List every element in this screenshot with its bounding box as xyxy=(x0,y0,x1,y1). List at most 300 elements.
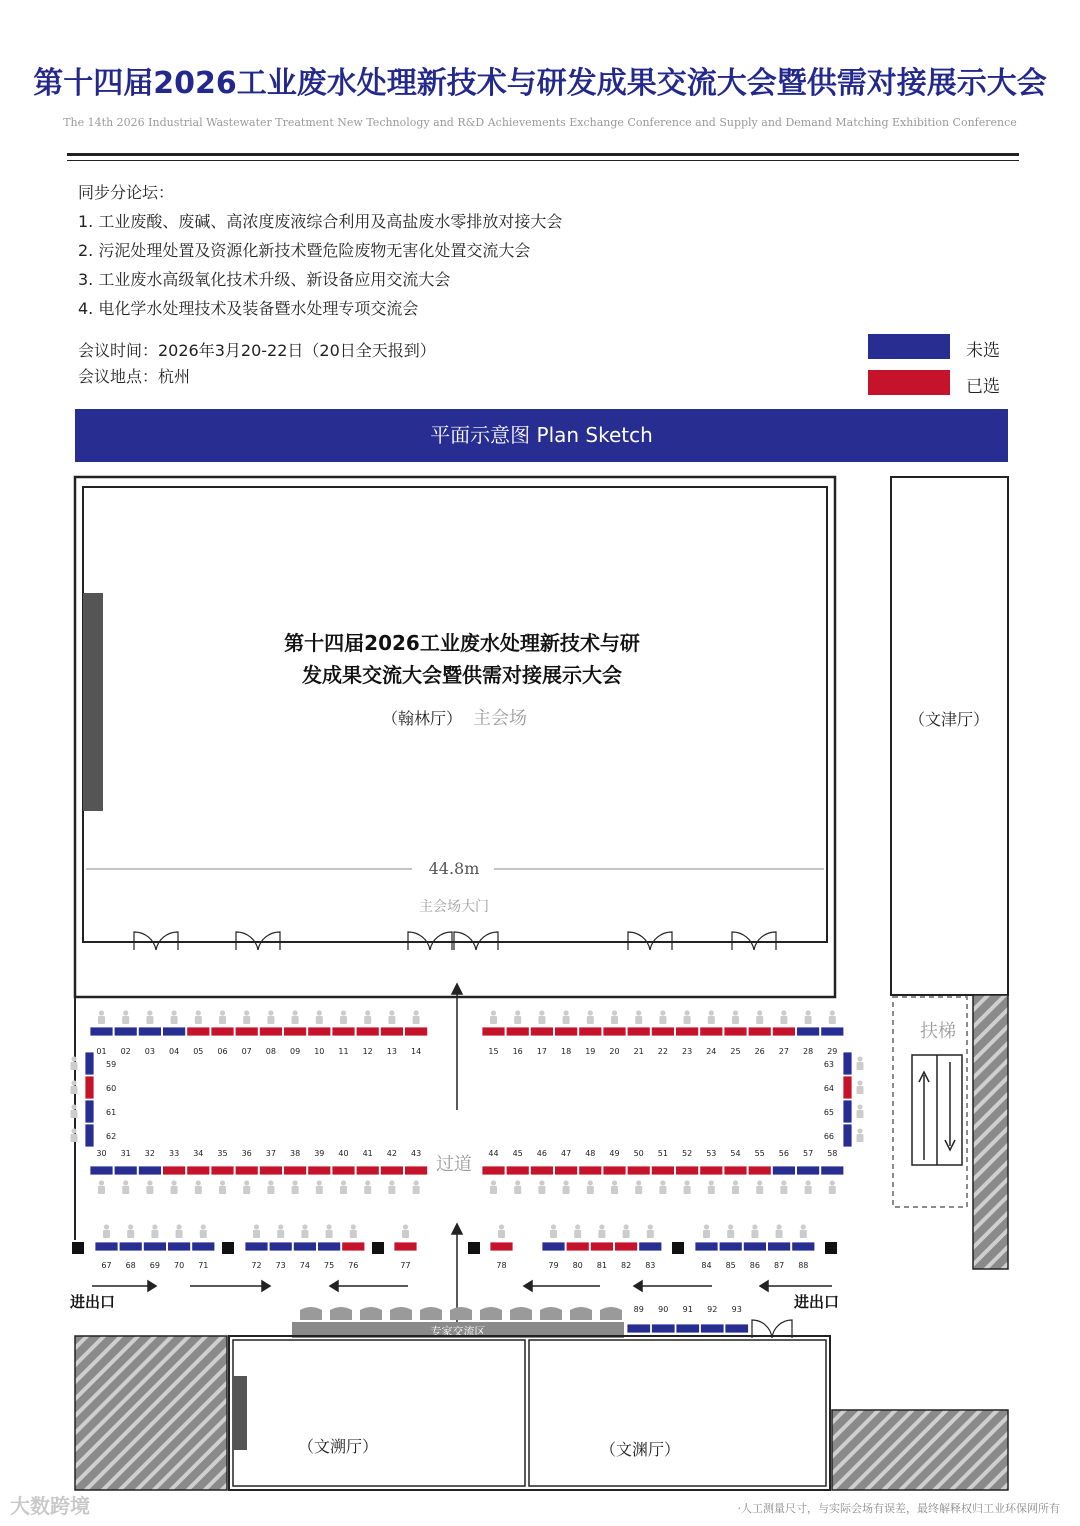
booth-08-number: 08 xyxy=(265,1047,276,1056)
booth-88-block xyxy=(792,1242,815,1251)
booth-65-number: 65 xyxy=(823,1108,834,1117)
booth-89 xyxy=(627,1305,651,1333)
booth-69 xyxy=(143,1224,166,1270)
booth-41 xyxy=(356,1149,379,1194)
expert-chair-10 xyxy=(570,1307,592,1320)
booth-84-block xyxy=(695,1242,718,1251)
booth-33 xyxy=(163,1149,186,1194)
booth-34-block xyxy=(187,1166,210,1175)
main-gate-label: 主会场大门 xyxy=(419,899,489,915)
booth-35-chairs xyxy=(219,1180,226,1194)
booth-49 xyxy=(603,1149,626,1194)
booth-83-chairs xyxy=(647,1224,654,1238)
booth-12-chairs xyxy=(364,1010,371,1024)
booth-18-number: 18 xyxy=(561,1047,572,1056)
booth-64-number: 64 xyxy=(823,1084,834,1093)
booth-62-number: 62 xyxy=(106,1132,117,1141)
booth-31-chairs xyxy=(122,1180,129,1194)
booth-38 xyxy=(284,1149,307,1194)
booth-49-number: 49 xyxy=(609,1149,620,1158)
booth-51-chairs xyxy=(659,1180,666,1194)
expert-zone-label: 专家交流区 xyxy=(430,1325,486,1338)
booth-23-block xyxy=(676,1027,699,1036)
booth-13-chairs xyxy=(388,1010,395,1024)
booth-04-block xyxy=(163,1027,186,1036)
main-hall-title-line2: 发成果交流大会暨供需对接展示大会 xyxy=(302,663,622,687)
booth-36-block xyxy=(235,1166,258,1175)
booth-40-block xyxy=(332,1166,355,1175)
meeting-time: 会议时间：2026年3月20-22日（20日全天报到） xyxy=(78,341,436,360)
booth-44 xyxy=(482,1149,505,1194)
booth-81-chairs xyxy=(598,1224,605,1238)
booth-36 xyxy=(235,1149,258,1194)
side-hall-wenjin xyxy=(891,477,1008,995)
booth-18-block xyxy=(555,1027,578,1036)
main-hall-tag: 主会场 xyxy=(473,708,527,729)
booth-62-chairs xyxy=(71,1128,78,1142)
booth-82-block xyxy=(615,1242,638,1251)
booth-03-number: 03 xyxy=(144,1047,155,1056)
booth-78-number: 78 xyxy=(496,1261,507,1270)
booth-65-chairs xyxy=(857,1104,864,1118)
booth-55 xyxy=(748,1149,771,1194)
booth-82-chairs xyxy=(623,1224,630,1238)
booth-79-chairs xyxy=(550,1224,557,1238)
booth-69-block xyxy=(143,1242,166,1251)
booth-10 xyxy=(308,1010,331,1056)
booth-44-number: 44 xyxy=(488,1149,499,1158)
aisle-label: 过道 xyxy=(436,1154,472,1175)
booth-31-block xyxy=(114,1166,137,1175)
booth-21 xyxy=(627,1010,650,1056)
booth-81 xyxy=(590,1224,613,1270)
booth-58 xyxy=(821,1149,844,1194)
booth-05-number: 05 xyxy=(193,1047,204,1056)
column-marker-6 xyxy=(825,1242,837,1254)
booth-60-number: 60 xyxy=(106,1084,117,1093)
main-hall-name: （翰林厅） xyxy=(381,709,463,728)
booth-77-block xyxy=(394,1242,417,1251)
booth-65-block xyxy=(843,1100,852,1123)
expert-chair-8 xyxy=(510,1307,532,1320)
booth-46-block xyxy=(530,1166,553,1175)
booth-61-chairs xyxy=(71,1104,78,1118)
booth-22-chairs xyxy=(659,1010,666,1024)
booth-23-chairs xyxy=(684,1010,691,1024)
booth-01-chairs xyxy=(98,1010,105,1024)
booth-41-block xyxy=(356,1166,379,1175)
escalator-icon xyxy=(912,1055,962,1165)
booth-70-chairs xyxy=(176,1224,183,1238)
booth-46 xyxy=(530,1149,553,1194)
expert-chair-5 xyxy=(420,1307,442,1320)
expert-chair-3 xyxy=(360,1307,382,1320)
booth-92-number: 92 xyxy=(707,1305,718,1314)
booth-83-block xyxy=(639,1242,662,1251)
booth-09-block xyxy=(284,1027,307,1036)
booth-27-number: 27 xyxy=(778,1047,789,1056)
booth-08-block xyxy=(259,1027,282,1036)
booth-46-number: 46 xyxy=(536,1149,547,1158)
booth-30-number: 30 xyxy=(96,1149,107,1158)
booth-53-block xyxy=(700,1166,723,1175)
booth-56-number: 56 xyxy=(778,1149,789,1158)
booth-56 xyxy=(772,1149,795,1194)
booth-28-number: 28 xyxy=(803,1047,814,1056)
booth-48-block xyxy=(579,1166,602,1175)
expert-chair-6 xyxy=(450,1307,472,1320)
booth-09-chairs xyxy=(292,1010,299,1024)
booth-06-number: 06 xyxy=(217,1047,228,1056)
booth-91 xyxy=(676,1305,700,1333)
legend-unselected-swatch xyxy=(868,334,950,359)
column-marker-1 xyxy=(72,1242,84,1254)
booth-55-number: 55 xyxy=(754,1149,765,1158)
booth-84 xyxy=(695,1224,718,1270)
booth-85-chairs xyxy=(727,1224,734,1238)
booth-48-number: 48 xyxy=(585,1149,596,1158)
booth-89-block xyxy=(627,1324,651,1333)
booth-26-chairs xyxy=(756,1010,763,1024)
booth-17-number: 17 xyxy=(536,1047,547,1056)
booth-09-number: 09 xyxy=(290,1047,301,1056)
expert-chair-1 xyxy=(300,1307,322,1320)
booth-21-block xyxy=(627,1027,650,1036)
booth-86-number: 86 xyxy=(749,1261,760,1270)
booth-54-block xyxy=(724,1166,747,1175)
booth-38-chairs xyxy=(292,1180,299,1194)
booth-59-block xyxy=(85,1052,94,1075)
booth-24-block xyxy=(700,1027,723,1036)
entrance-left-label: 进出口 xyxy=(70,1293,116,1311)
booth-67 xyxy=(95,1224,118,1270)
booth-22 xyxy=(651,1010,674,1056)
booth-89-number: 89 xyxy=(633,1305,644,1314)
booth-16-chairs xyxy=(514,1010,521,1024)
booth-43-block xyxy=(405,1166,428,1175)
wall-block-bottom-left xyxy=(75,1336,227,1490)
booth-49-chairs xyxy=(611,1180,618,1194)
booth-87 xyxy=(768,1224,791,1270)
booth-04 xyxy=(163,1010,186,1056)
booth-84-number: 84 xyxy=(701,1261,712,1270)
expert-chairs xyxy=(300,1307,622,1320)
booth-63-block xyxy=(843,1052,852,1075)
booth-57-number: 57 xyxy=(803,1149,814,1158)
booth-83-number: 83 xyxy=(645,1261,656,1270)
booth-60 xyxy=(71,1076,117,1099)
booth-59 xyxy=(71,1052,117,1075)
booth-79 xyxy=(542,1224,565,1270)
booth-40-chairs xyxy=(340,1180,347,1194)
booth-45 xyxy=(506,1149,529,1194)
booth-34 xyxy=(187,1149,210,1194)
booth-66-number: 66 xyxy=(823,1132,834,1141)
booth-91-number: 91 xyxy=(682,1305,693,1314)
booth-44-block xyxy=(482,1166,505,1175)
booth-57 xyxy=(797,1149,820,1194)
booth-47-chairs xyxy=(563,1180,570,1194)
booth-63-number: 63 xyxy=(823,1060,834,1069)
booth-10-chairs xyxy=(316,1010,323,1024)
booth-07-number: 07 xyxy=(241,1047,252,1056)
booth-68-chairs xyxy=(127,1224,134,1238)
booth-09 xyxy=(284,1010,307,1056)
booth-46-chairs xyxy=(538,1180,545,1194)
booth-06-block xyxy=(211,1027,234,1036)
booth-58-number: 58 xyxy=(827,1149,838,1158)
expert-chair-11 xyxy=(600,1307,622,1320)
booth-57-chairs xyxy=(805,1180,812,1194)
booth-34-chairs xyxy=(195,1180,202,1194)
booth-33-number: 33 xyxy=(169,1149,180,1158)
booth-62 xyxy=(71,1124,117,1147)
booth-43-number: 43 xyxy=(411,1149,422,1158)
booth-35-number: 35 xyxy=(217,1149,228,1158)
booth-53 xyxy=(700,1149,723,1194)
booth-23 xyxy=(676,1010,699,1056)
booth-41-number: 41 xyxy=(362,1149,373,1158)
booth-61-number: 61 xyxy=(106,1108,117,1117)
booth-20-number: 20 xyxy=(609,1047,620,1056)
booth-69-number: 69 xyxy=(149,1261,160,1270)
booth-54-number: 54 xyxy=(730,1149,741,1158)
booth-67-number: 67 xyxy=(101,1261,112,1270)
booth-73 xyxy=(269,1224,292,1270)
booth-82-number: 82 xyxy=(621,1261,632,1270)
booth-11-block xyxy=(332,1027,355,1036)
booth-76-block xyxy=(342,1242,365,1251)
stage-screen xyxy=(83,593,103,811)
booth-85 xyxy=(719,1224,742,1270)
booth-78-block xyxy=(490,1242,513,1251)
hall-wenyuan xyxy=(529,1340,826,1486)
booth-78 xyxy=(490,1224,513,1270)
forum-item-4: 4. 电化学水处理技术及装备暨水处理专项交流会 xyxy=(78,299,419,318)
booth-68-number: 68 xyxy=(125,1261,136,1270)
booth-18 xyxy=(555,1010,578,1056)
booth-04-number: 04 xyxy=(169,1047,180,1056)
booth-60-block xyxy=(85,1076,94,1099)
booth-72-chairs xyxy=(253,1224,260,1238)
booth-37-chairs xyxy=(267,1180,274,1194)
booth-32 xyxy=(138,1149,161,1194)
booth-92-block xyxy=(701,1324,725,1333)
booth-76-chairs xyxy=(350,1224,357,1238)
booth-42-chairs xyxy=(388,1180,395,1194)
booth-28-block xyxy=(797,1027,820,1036)
booth-25 xyxy=(724,1010,747,1056)
booth-37-number: 37 xyxy=(265,1149,276,1158)
booth-56-chairs xyxy=(780,1180,787,1194)
booth-17-chairs xyxy=(538,1010,545,1024)
booth-28 xyxy=(797,1010,820,1056)
booth-02-number: 02 xyxy=(120,1047,131,1056)
booth-14-block xyxy=(405,1027,428,1036)
booth-07-chairs xyxy=(243,1010,250,1024)
booth-30-chairs xyxy=(98,1180,105,1194)
booth-31 xyxy=(114,1149,137,1194)
meeting-place: 会议地点：杭州 xyxy=(78,367,191,386)
booth-74 xyxy=(293,1224,316,1270)
booth-25-chairs xyxy=(732,1010,739,1024)
booth-36-chairs xyxy=(243,1180,250,1194)
entrance-right-label: 进出口 xyxy=(794,1293,840,1311)
booth-78-chairs xyxy=(498,1224,505,1238)
booth-92 xyxy=(701,1305,725,1333)
booth-22-number: 22 xyxy=(657,1047,668,1056)
booth-25-number: 25 xyxy=(730,1047,741,1056)
booth-26 xyxy=(748,1010,771,1056)
booth-93-block xyxy=(725,1324,749,1333)
booth-35-block xyxy=(211,1166,234,1175)
side-hall-wenjin-label: （文津厅） xyxy=(908,710,990,729)
expert-chair-7 xyxy=(480,1307,502,1320)
booth-45-block xyxy=(506,1166,529,1175)
booth-38-block xyxy=(284,1166,307,1175)
booth-05-block xyxy=(187,1027,210,1036)
booth-15 xyxy=(482,1010,505,1056)
booth-71 xyxy=(192,1224,215,1270)
booth-15-block xyxy=(482,1027,505,1036)
booth-80-number: 80 xyxy=(572,1261,583,1270)
booth-42 xyxy=(380,1149,403,1194)
booth-61 xyxy=(71,1100,117,1123)
booth-86-block xyxy=(743,1242,766,1251)
booth-87-number: 87 xyxy=(774,1261,785,1270)
booth-51 xyxy=(651,1149,674,1194)
booth-58-block xyxy=(821,1166,844,1175)
forum-item-2: 2. 污泥处理处置及资源化新技术暨危险废物无害化处置交流大会 xyxy=(78,241,531,260)
booth-33-chairs xyxy=(171,1180,178,1194)
booth-27-block xyxy=(772,1027,795,1036)
booth-48-chairs xyxy=(587,1180,594,1194)
booth-52-number: 52 xyxy=(682,1149,693,1158)
booth-47 xyxy=(555,1149,578,1194)
booth-91-block xyxy=(676,1324,700,1333)
header-divider-thin xyxy=(67,160,1019,161)
booth-06 xyxy=(211,1010,234,1056)
booth-30-block xyxy=(90,1166,113,1175)
booth-63-chairs xyxy=(857,1056,864,1070)
booth-02-block xyxy=(114,1027,137,1036)
booth-81-number: 81 xyxy=(596,1261,607,1270)
booth-76-number: 76 xyxy=(348,1261,359,1270)
booth-86 xyxy=(743,1224,766,1270)
booth-43 xyxy=(405,1149,428,1194)
booth-25-block xyxy=(724,1027,747,1036)
booth-66 xyxy=(824,1124,864,1147)
booth-06-chairs xyxy=(219,1010,226,1024)
main-hall-title-line1: 第十四届2026工业废水处理新技术与研 xyxy=(284,631,640,655)
booth-71-number: 71 xyxy=(198,1261,209,1270)
booth-37-block xyxy=(259,1166,282,1175)
expert-chair-2 xyxy=(330,1307,352,1320)
plan-banner: 平面示意图 Plan Sketch xyxy=(75,409,1008,462)
expert-chair-9 xyxy=(540,1307,562,1320)
booth-93 xyxy=(725,1305,749,1333)
forum-item-1: 1. 工业废酸、废碱、高浓度废液综合利用及高盐废水零排放对接大会 xyxy=(78,212,563,231)
booth-24-number: 24 xyxy=(706,1047,717,1056)
booth-81-block xyxy=(590,1242,613,1251)
booth-75 xyxy=(318,1224,341,1270)
booth-80 xyxy=(566,1224,589,1270)
booth-51-block xyxy=(651,1166,674,1175)
forums-heading: 同步分论坛： xyxy=(78,183,175,202)
booth-79-number: 79 xyxy=(548,1261,559,1270)
column-marker-4 xyxy=(468,1242,480,1254)
booth-85-number: 85 xyxy=(725,1261,736,1270)
booth-74-chairs xyxy=(301,1224,308,1238)
booth-40-number: 40 xyxy=(338,1149,349,1158)
booth-13-number: 13 xyxy=(386,1047,397,1056)
booth-55-chairs xyxy=(756,1180,763,1194)
booth-85-block xyxy=(719,1242,742,1251)
booth-93-number: 93 xyxy=(731,1305,742,1314)
booth-86-chairs xyxy=(751,1224,758,1238)
booth-45-chairs xyxy=(514,1180,521,1194)
booth-19-number: 19 xyxy=(585,1047,596,1056)
booth-29 xyxy=(821,1010,844,1056)
page-title: 第十四届2026工业废水处理新技术与研发成果交流大会暨供需对接展示大会 xyxy=(33,66,1047,101)
booth-12-number: 12 xyxy=(362,1047,373,1056)
booth-07 xyxy=(235,1010,258,1056)
booth-16-block xyxy=(506,1027,529,1036)
booth-26-block xyxy=(748,1027,771,1036)
booth-66-block xyxy=(843,1124,852,1147)
booth-53-number: 53 xyxy=(706,1149,717,1158)
booth-69-chairs xyxy=(151,1224,158,1238)
booth-49-block xyxy=(603,1166,626,1175)
booth-01 xyxy=(90,1010,113,1056)
booth-80-chairs xyxy=(574,1224,581,1238)
booth-24 xyxy=(700,1010,723,1056)
booth-10-number: 10 xyxy=(314,1047,325,1056)
hall-wensu-screen xyxy=(233,1376,247,1450)
floor-plan xyxy=(0,470,1080,1500)
booth-19-block xyxy=(579,1027,602,1036)
booth-65 xyxy=(824,1100,864,1123)
page-subtitle: The 14th 2026 Industrial Wastewater Treatment New Technology and R&D Achievements Exchange Conference and Supply and Demand Matching Exhibition Conference xyxy=(63,116,1017,129)
booth-29-block xyxy=(821,1027,844,1036)
booth-58-chairs xyxy=(829,1180,836,1194)
booth-35 xyxy=(211,1149,234,1194)
wall-block-right xyxy=(973,995,1008,1269)
booth-20 xyxy=(603,1010,626,1056)
booth-15-number: 15 xyxy=(488,1047,499,1056)
booth-05 xyxy=(187,1010,210,1056)
booth-75-block xyxy=(318,1242,341,1251)
booth-37 xyxy=(259,1149,282,1194)
booth-53-chairs xyxy=(708,1180,715,1194)
booth-43-chairs xyxy=(413,1180,420,1194)
booth-39 xyxy=(308,1149,331,1194)
booth-36-number: 36 xyxy=(241,1149,252,1158)
booth-73-number: 73 xyxy=(275,1261,286,1270)
booth-67-block xyxy=(95,1242,118,1251)
booth-42-number: 42 xyxy=(386,1149,397,1158)
hall-wensu-label: （文溯厅） xyxy=(297,1437,379,1456)
booth-01-number: 01 xyxy=(96,1047,107,1056)
booth-41-chairs xyxy=(364,1180,371,1194)
booth-14-chairs xyxy=(413,1010,420,1024)
booth-02-chairs xyxy=(122,1010,129,1024)
booth-11-chairs xyxy=(340,1010,347,1024)
legend-selected-label: 已选 xyxy=(966,377,1000,397)
booth-90 xyxy=(652,1305,676,1333)
booth-34-number: 34 xyxy=(193,1149,204,1158)
booth-03-chairs xyxy=(146,1010,153,1024)
